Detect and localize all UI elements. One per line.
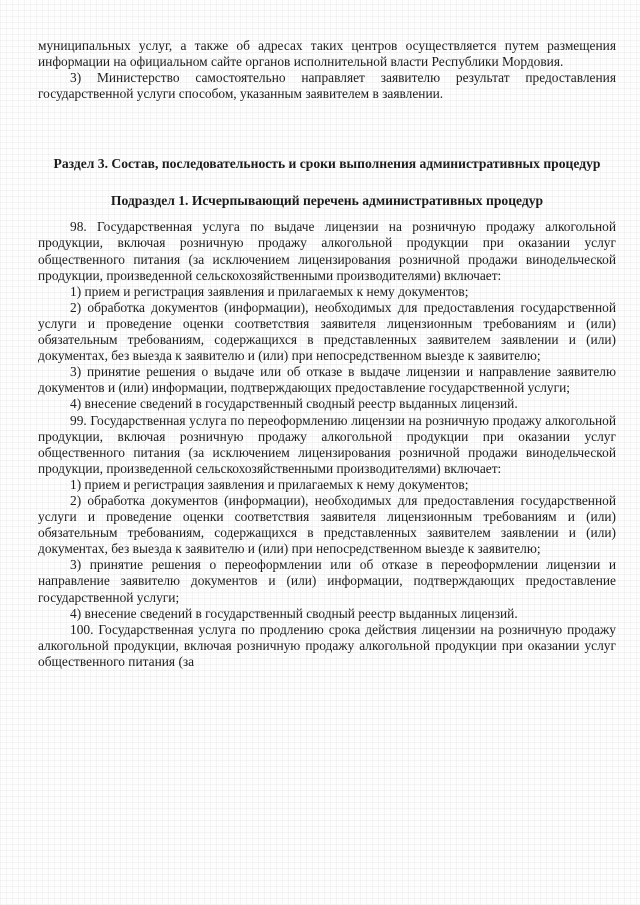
paragraph-99-intro: 99. Государственная услуга по переоформлению лицензии на розничную продажу алкогольной продукции, включая розничную продажу алкогольной продукции при оказании услуг общественного питания (за исключением лицензирования розничной продажи винодельческой продукции, произведенной сельскохозяйственными производителями) включает: bbox=[38, 412, 616, 476]
subsection-title: Подраздел 1. Исчерпывающий перечень административных процедур bbox=[110, 193, 544, 209]
intro-fragment-paragraph: муниципальных услуг, а также об адресах таких центров осуществляется путем размещения информации на официальном сайте органов исполнительной власти Республики Мордовия. bbox=[38, 38, 616, 70]
point-3-paragraph: 3) Министерство самостоятельно направляет заявителю результат предоставления государственной услуги способом, указанным заявителем в заявлении. bbox=[38, 70, 616, 102]
spacer bbox=[38, 209, 616, 219]
paragraph-99-item-1: 1) прием и регистрация заявления и прилагаемых к нему документов; bbox=[70, 476, 469, 492]
paragraph-98-item-1: 1) прием и регистрация заявления и прилагаемых к нему документов; bbox=[70, 283, 469, 299]
paragraph-98-intro: 98. Государственная услуга по выдаче лицензии на розничную продажу алкогольной продукции, включая розничную продажу алкогольной продукции при оказании услуг общественного питания (за исключением лицензирования розничной продажи винодельческой продукции, произведенной сельскохозяйственными производителями) включает: bbox=[38, 219, 616, 283]
spacer bbox=[38, 172, 616, 193]
spacer bbox=[38, 102, 616, 156]
paragraph-99-item-3: 3) принятие решения о переоформлении или об отказе в переоформлении лицензии и направление заявителю документов и (или) информации, подтверждающих предоставление государственной услуги; bbox=[38, 557, 616, 605]
document-body bbox=[38, 38, 616, 670]
section-title: Раздел 3. Состав, последовательность и сроки выполнения административных процедур bbox=[53, 156, 601, 172]
paragraph-99-item-2: 2) обработка документов (информации), необходимых для предоставления государственной услуги и проведение оценки соответствия заявителя лицензионным требованиям и (или) обязательным требованиям, содержащихся в представленных заявителем заявлении и (или) документах, без выезда к заявителю и (или) при непосредственном выезде к заявителю; bbox=[38, 492, 616, 557]
paragraph-98-item-4: 4) внесение сведений в государственный сводный реестр выданных лицензий. bbox=[70, 396, 518, 412]
paragraph-98-item-2: 2) обработка документов (информации), необходимых для предоставления государственной услуги и проведение оценки соответствия заявителя лицензионным требованиям и (или) обязательным требованиям, содержащихся в представленных заявителем заявлении и (или) документах, без выезда к заявителю и (или) при непосредственном выезде к заявителю; bbox=[38, 299, 616, 364]
paragraph-99-item-4: 4) внесение сведений в государственный сводный реестр выданных лицензий. bbox=[70, 605, 518, 621]
paragraph-98-item-3: 3) принятие решения о выдаче или об отказе в выдаче лицензии и направление заявителю документов и (или) информации, подтверждающих предоставление государственной услуги; bbox=[38, 364, 616, 396]
paragraph-100-fragment: 100. Государственная услуга по продлению срока действия лицензии на розничную продажу алкогольной продукции, включая розничную продажу алкогольной продукции при оказании услуг общественного питания (за bbox=[38, 621, 616, 669]
